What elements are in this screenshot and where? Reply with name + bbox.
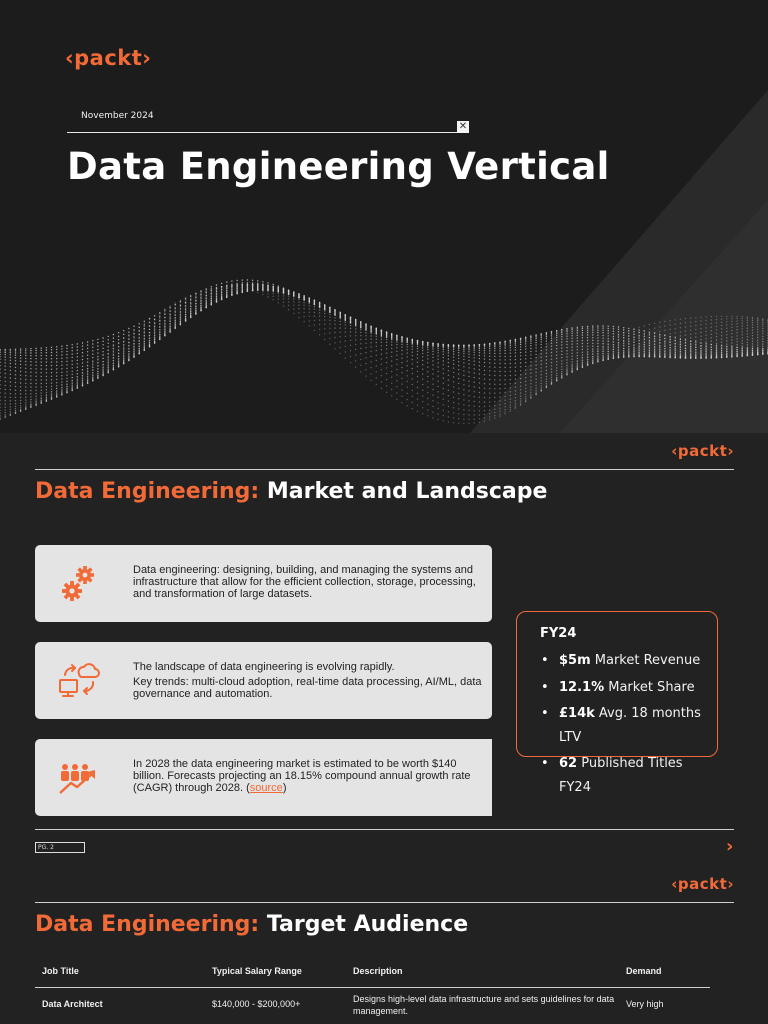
cover-title: Data Engineering Vertical — [67, 145, 610, 188]
description-cell: Designs high-level data infrastructure and sets guidelines for data management. — [353, 994, 615, 1016]
fy24-item — [541, 752, 716, 799]
dotted-wave-graphic — [0, 230, 768, 433]
growth-people-icon — [57, 755, 101, 799]
slide-title — [35, 479, 547, 504]
fy24-value: $5m — [559, 653, 591, 668]
title-accent: Data Engineering: — [35, 912, 260, 937]
card-text — [133, 758, 485, 794]
fy24-item — [541, 649, 716, 673]
card-text-line1: The landscape of data engineering is evolving rapidly. — [133, 661, 395, 673]
packt-logo: ‹packt› — [671, 442, 734, 460]
cloud-computer-icon — [57, 658, 101, 702]
fy24-item — [541, 702, 716, 749]
packt-logo: ‹packt› — [671, 875, 734, 893]
card-text-body: In 2028 the data engineering market is estimated to be worth $140 billion. Forecasts projecting an 18.15% compound annual growth rate (CAGR) through 2028. ( — [133, 758, 471, 794]
gears-icon — [57, 561, 101, 605]
definition-card — [35, 545, 492, 622]
column-header: Typical Salary Range — [212, 966, 302, 976]
job-title-cell: Data Architect — [42, 999, 103, 1009]
title-accent: Data Engineering: — [35, 479, 260, 504]
cover-date: November 2024 — [81, 111, 154, 121]
packt-logo: ‹packt› — [65, 46, 152, 70]
header-divider — [35, 902, 734, 903]
footer-divider — [35, 829, 734, 830]
fy24-list — [541, 649, 716, 802]
fy24-label: Avg. 18 months LTV — [559, 706, 701, 745]
card-text-tail: ) — [282, 782, 287, 794]
fy24-value: 12.1% — [559, 679, 605, 695]
title-rest: Target Audience — [259, 912, 469, 937]
salary-cell: $140,000 - $200,000+ — [212, 999, 301, 1009]
fy24-item — [541, 676, 716, 700]
landscape-card — [35, 642, 492, 719]
audience-table — [35, 956, 710, 1020]
fy24-value: £14k — [559, 706, 595, 721]
card-text: Data engineering: designing, building, and managing the systems and infrastructure that allow for the efficient collection, storage, processing, and transformation of large datasets. — [133, 564, 476, 600]
card-text-line2: Key trends: multi-cloud adoption, real-time data processing, AI/ML, data governance and automation. — [133, 676, 482, 700]
header-divider — [35, 469, 734, 470]
column-header: Job Title — [42, 966, 79, 976]
fy24-heading: FY24 — [540, 626, 577, 641]
table-row — [35, 988, 710, 1020]
demand-cell: Very high — [626, 999, 664, 1009]
wave-dots — [0, 279, 768, 424]
card-text — [133, 661, 485, 700]
page-number: PG. 2 — [35, 842, 85, 853]
fy24-value: 62 — [559, 756, 578, 771]
column-header: Description — [353, 966, 403, 976]
chevron-right-icon[interactable]: › — [726, 836, 734, 857]
cover-slide — [0, 0, 768, 433]
fy24-label: Market Share — [604, 679, 695, 695]
cover-divider — [67, 132, 461, 133]
column-header: Demand — [626, 966, 662, 976]
slide-title — [35, 912, 468, 937]
forecast-card — [35, 739, 492, 816]
fy24-label: Published Titles FY24 — [559, 756, 683, 795]
title-rest: Market and Landscape — [259, 479, 548, 504]
fy24-label: Market Revenue — [590, 653, 701, 668]
table-header-row — [35, 956, 710, 988]
close-icon[interactable]: ✕ — [458, 121, 468, 132]
source-link[interactable]: source — [249, 782, 283, 794]
